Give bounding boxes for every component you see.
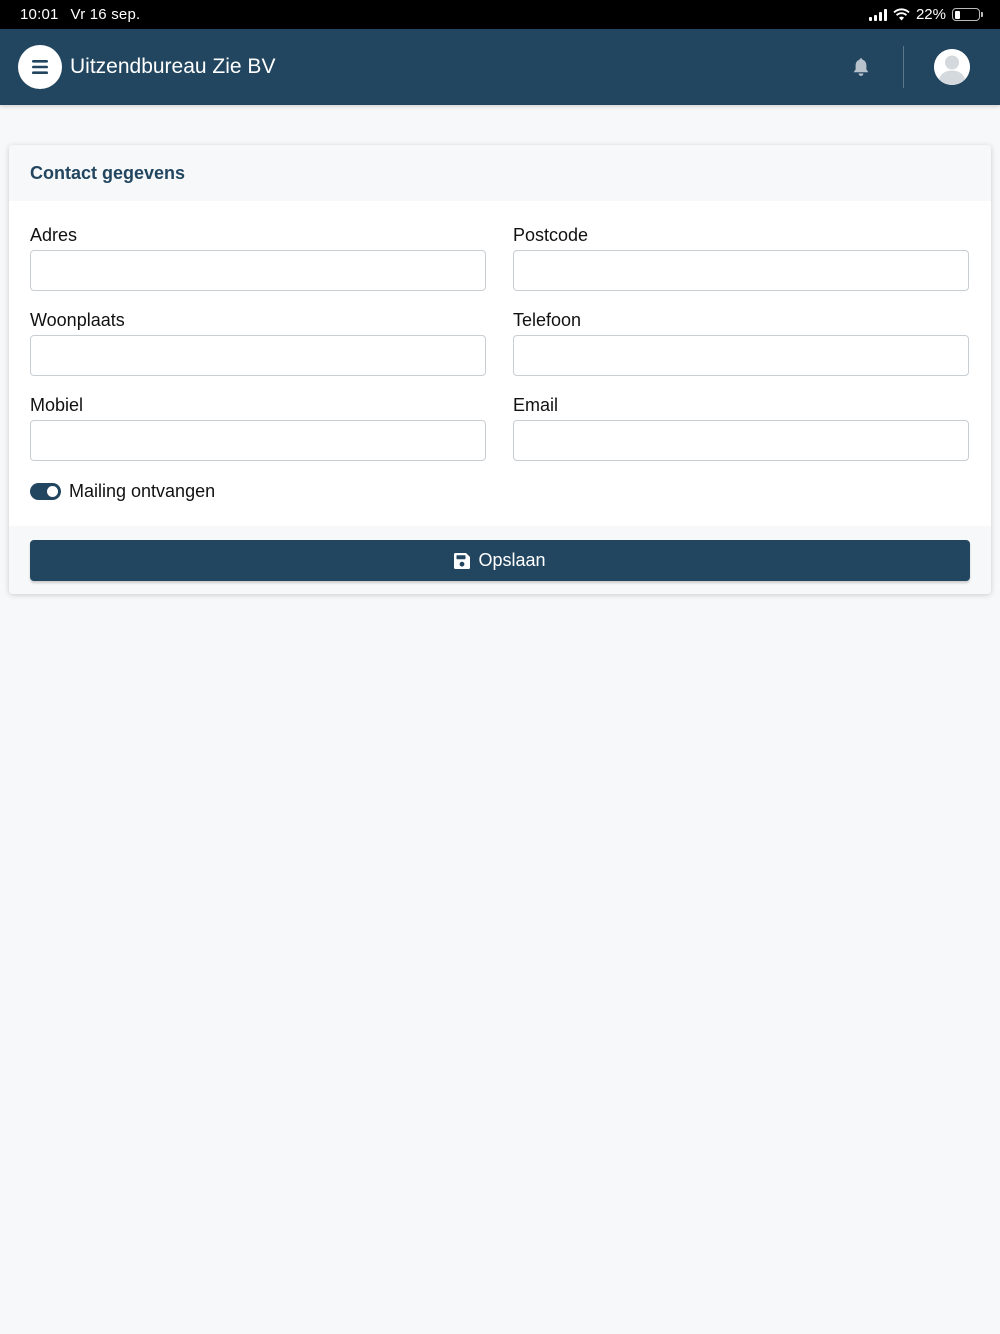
postcode-input[interactable]: [513, 250, 969, 291]
mobiel-field: [30, 395, 486, 461]
contact-card: [9, 145, 991, 594]
menu-button[interactable]: [18, 45, 62, 89]
card-header: [9, 145, 991, 201]
user-avatar-icon: [934, 49, 970, 85]
mobiel-label: Mobiel: [30, 395, 84, 415]
mobiel-input[interactable]: [30, 420, 486, 461]
bell-icon: [852, 58, 870, 77]
postcode-label: Postcode: [513, 225, 589, 245]
woonplaats-field: [30, 310, 486, 376]
postcode-field: [513, 225, 969, 291]
floppy-disk-icon: [454, 553, 470, 569]
email-label: Email: [513, 395, 559, 415]
woonplaats-label: Woonplaats: [30, 310, 125, 330]
card-title: Contact gegevens: [30, 162, 186, 183]
email-input[interactable]: [513, 420, 969, 461]
mailing-toggle[interactable]: [30, 483, 61, 500]
woonplaats-input[interactable]: [30, 335, 486, 376]
telefoon-field: [513, 310, 969, 376]
status-date: Vr 16 sep.: [70, 6, 141, 23]
hamburger-icon: [32, 60, 48, 74]
wifi-icon: [893, 8, 910, 21]
adres-input[interactable]: [30, 250, 486, 291]
app-header: [0, 29, 1000, 105]
mailing-toggle-row[interactable]: [30, 481, 215, 502]
contact-form: [9, 201, 991, 526]
user-avatar-button[interactable]: [934, 49, 970, 85]
card-footer: [9, 526, 991, 594]
telefoon-input[interactable]: [513, 335, 969, 376]
app-title: Uitzendbureau Zie BV: [70, 55, 276, 78]
save-button[interactable]: [30, 540, 970, 581]
email-field: [513, 395, 969, 461]
battery-level-fill: [955, 11, 960, 19]
toggle-knob: [47, 486, 58, 497]
save-button-label: Opslaan: [478, 550, 546, 570]
battery-icon: [952, 8, 980, 21]
status-time: 10:01: [20, 6, 59, 23]
cellular-signal-icon: [869, 9, 887, 21]
header-divider: [903, 46, 904, 88]
telefoon-label: Telefoon: [513, 310, 582, 330]
adres-field: [30, 225, 486, 291]
notifications-button[interactable]: [841, 47, 881, 87]
mailing-label: Mailing ontvangen: [69, 481, 216, 501]
battery-percentage: 22%: [915, 6, 946, 23]
status-bar: [0, 0, 1000, 29]
adres-label: Adres: [30, 225, 78, 245]
